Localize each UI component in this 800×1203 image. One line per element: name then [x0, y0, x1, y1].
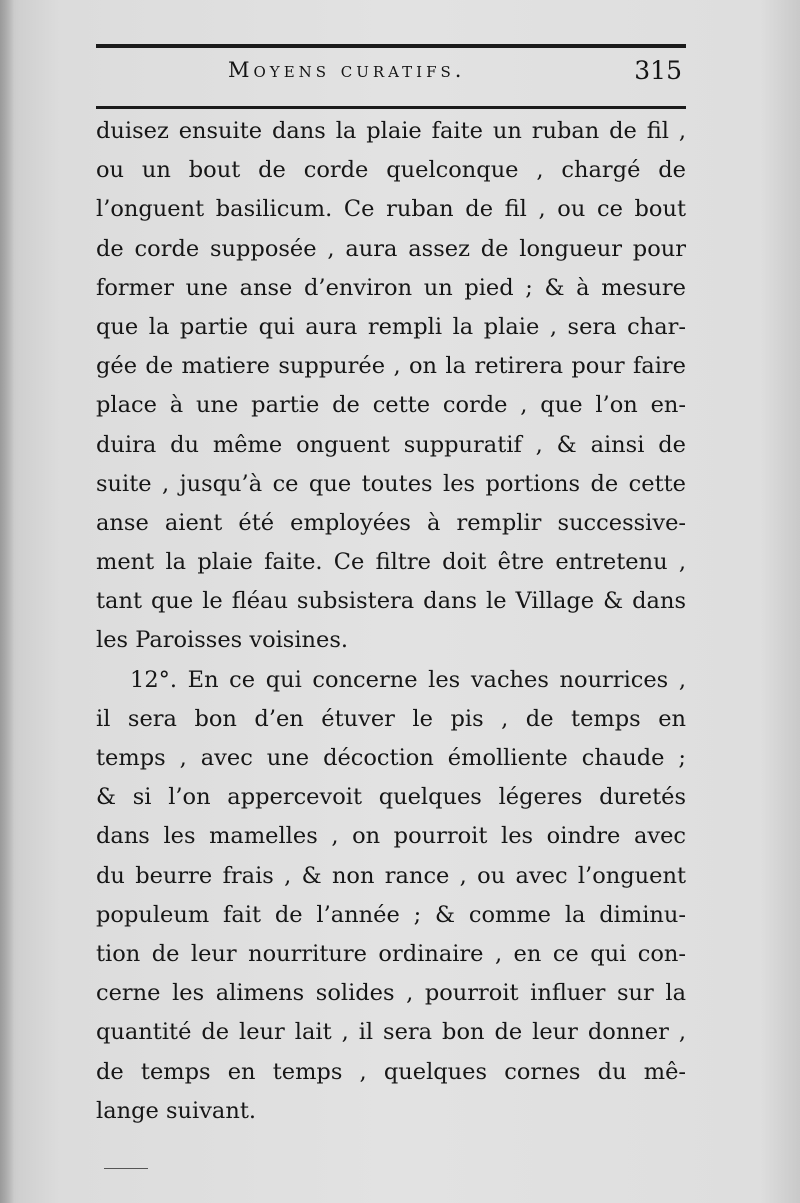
text-line: de corde supposée , aura assez de longueur pour — [96, 235, 686, 262]
header-rule-top — [96, 44, 686, 48]
running-title: Moyens curatifs. — [228, 58, 466, 82]
text-line: dans les mamelles , on pourroit les oindre avec — [96, 823, 686, 850]
text-line: l’onguent basilicum. Ce ruban de fil , ou ce bout — [96, 196, 686, 223]
text-line: ment la plaie faite. Ce filtre doit être entretenu , — [96, 549, 686, 576]
text-line: former une anse d’environ un pied ; & à mesure — [96, 274, 686, 301]
text-line: tant que le fléau subsistera dans le Village & dans — [96, 588, 686, 615]
header-rule-bottom — [96, 106, 686, 109]
text-line: du beurre frais , & non rance , ou avec l’onguent — [96, 862, 686, 889]
text-line: quantité de leur lait , il sera bon de leur donner , — [96, 1019, 686, 1046]
gutter-shadow — [0, 0, 14, 1203]
text-line: gée de matiere suppurée , on la retirera pour faire — [96, 353, 686, 380]
text-line: suite , jusqu’à ce que toutes les portions de cette — [96, 470, 686, 497]
text-line: duisez ensuite dans la plaie faite un ruban de fil , — [96, 118, 686, 144]
text-line: ou un bout de corde quelconque , chargé de — [96, 157, 686, 184]
text-line-paragraph-end: les Paroisses voisines. — [96, 627, 349, 654]
body-text — [96, 112, 686, 1131]
running-head — [96, 56, 686, 96]
text-line: cerne les alimens solides , pourroit influer sur la — [96, 980, 686, 1007]
text-line: duira du même onguent suppuratif , & ainsi de — [96, 431, 686, 458]
text-line: & si l’on appercevoit quelques légeres duretés — [96, 784, 686, 811]
text-line: anse aient été employées à remplir successive- — [96, 509, 686, 536]
text-line: place à une partie de cette corde , que l’on en- — [96, 392, 686, 419]
text-line: temps , avec une décoction émolliente chaude ; — [96, 745, 686, 771]
text-line: que la partie qui aura rempli la plaie , sera char- — [96, 313, 686, 340]
text-line: il sera bon d’en étuver le pis , de temps en — [96, 705, 686, 732]
text-line: tion de leur nourriture ordinaire , en ce qui con- — [96, 940, 686, 967]
text-line-paragraph-end: lange suivant. — [96, 1097, 257, 1124]
text-line: populeum fait de l’année ; & comme la diminu- — [96, 901, 686, 928]
text-line-paragraph-start: 12°. En ce qui concerne les vaches nourrices , — [130, 666, 686, 693]
text-line: de temps en temps , quelques cornes du mê- — [96, 1058, 686, 1085]
bottom-stroke — [104, 1168, 148, 1169]
page-number: 315 — [634, 56, 682, 85]
